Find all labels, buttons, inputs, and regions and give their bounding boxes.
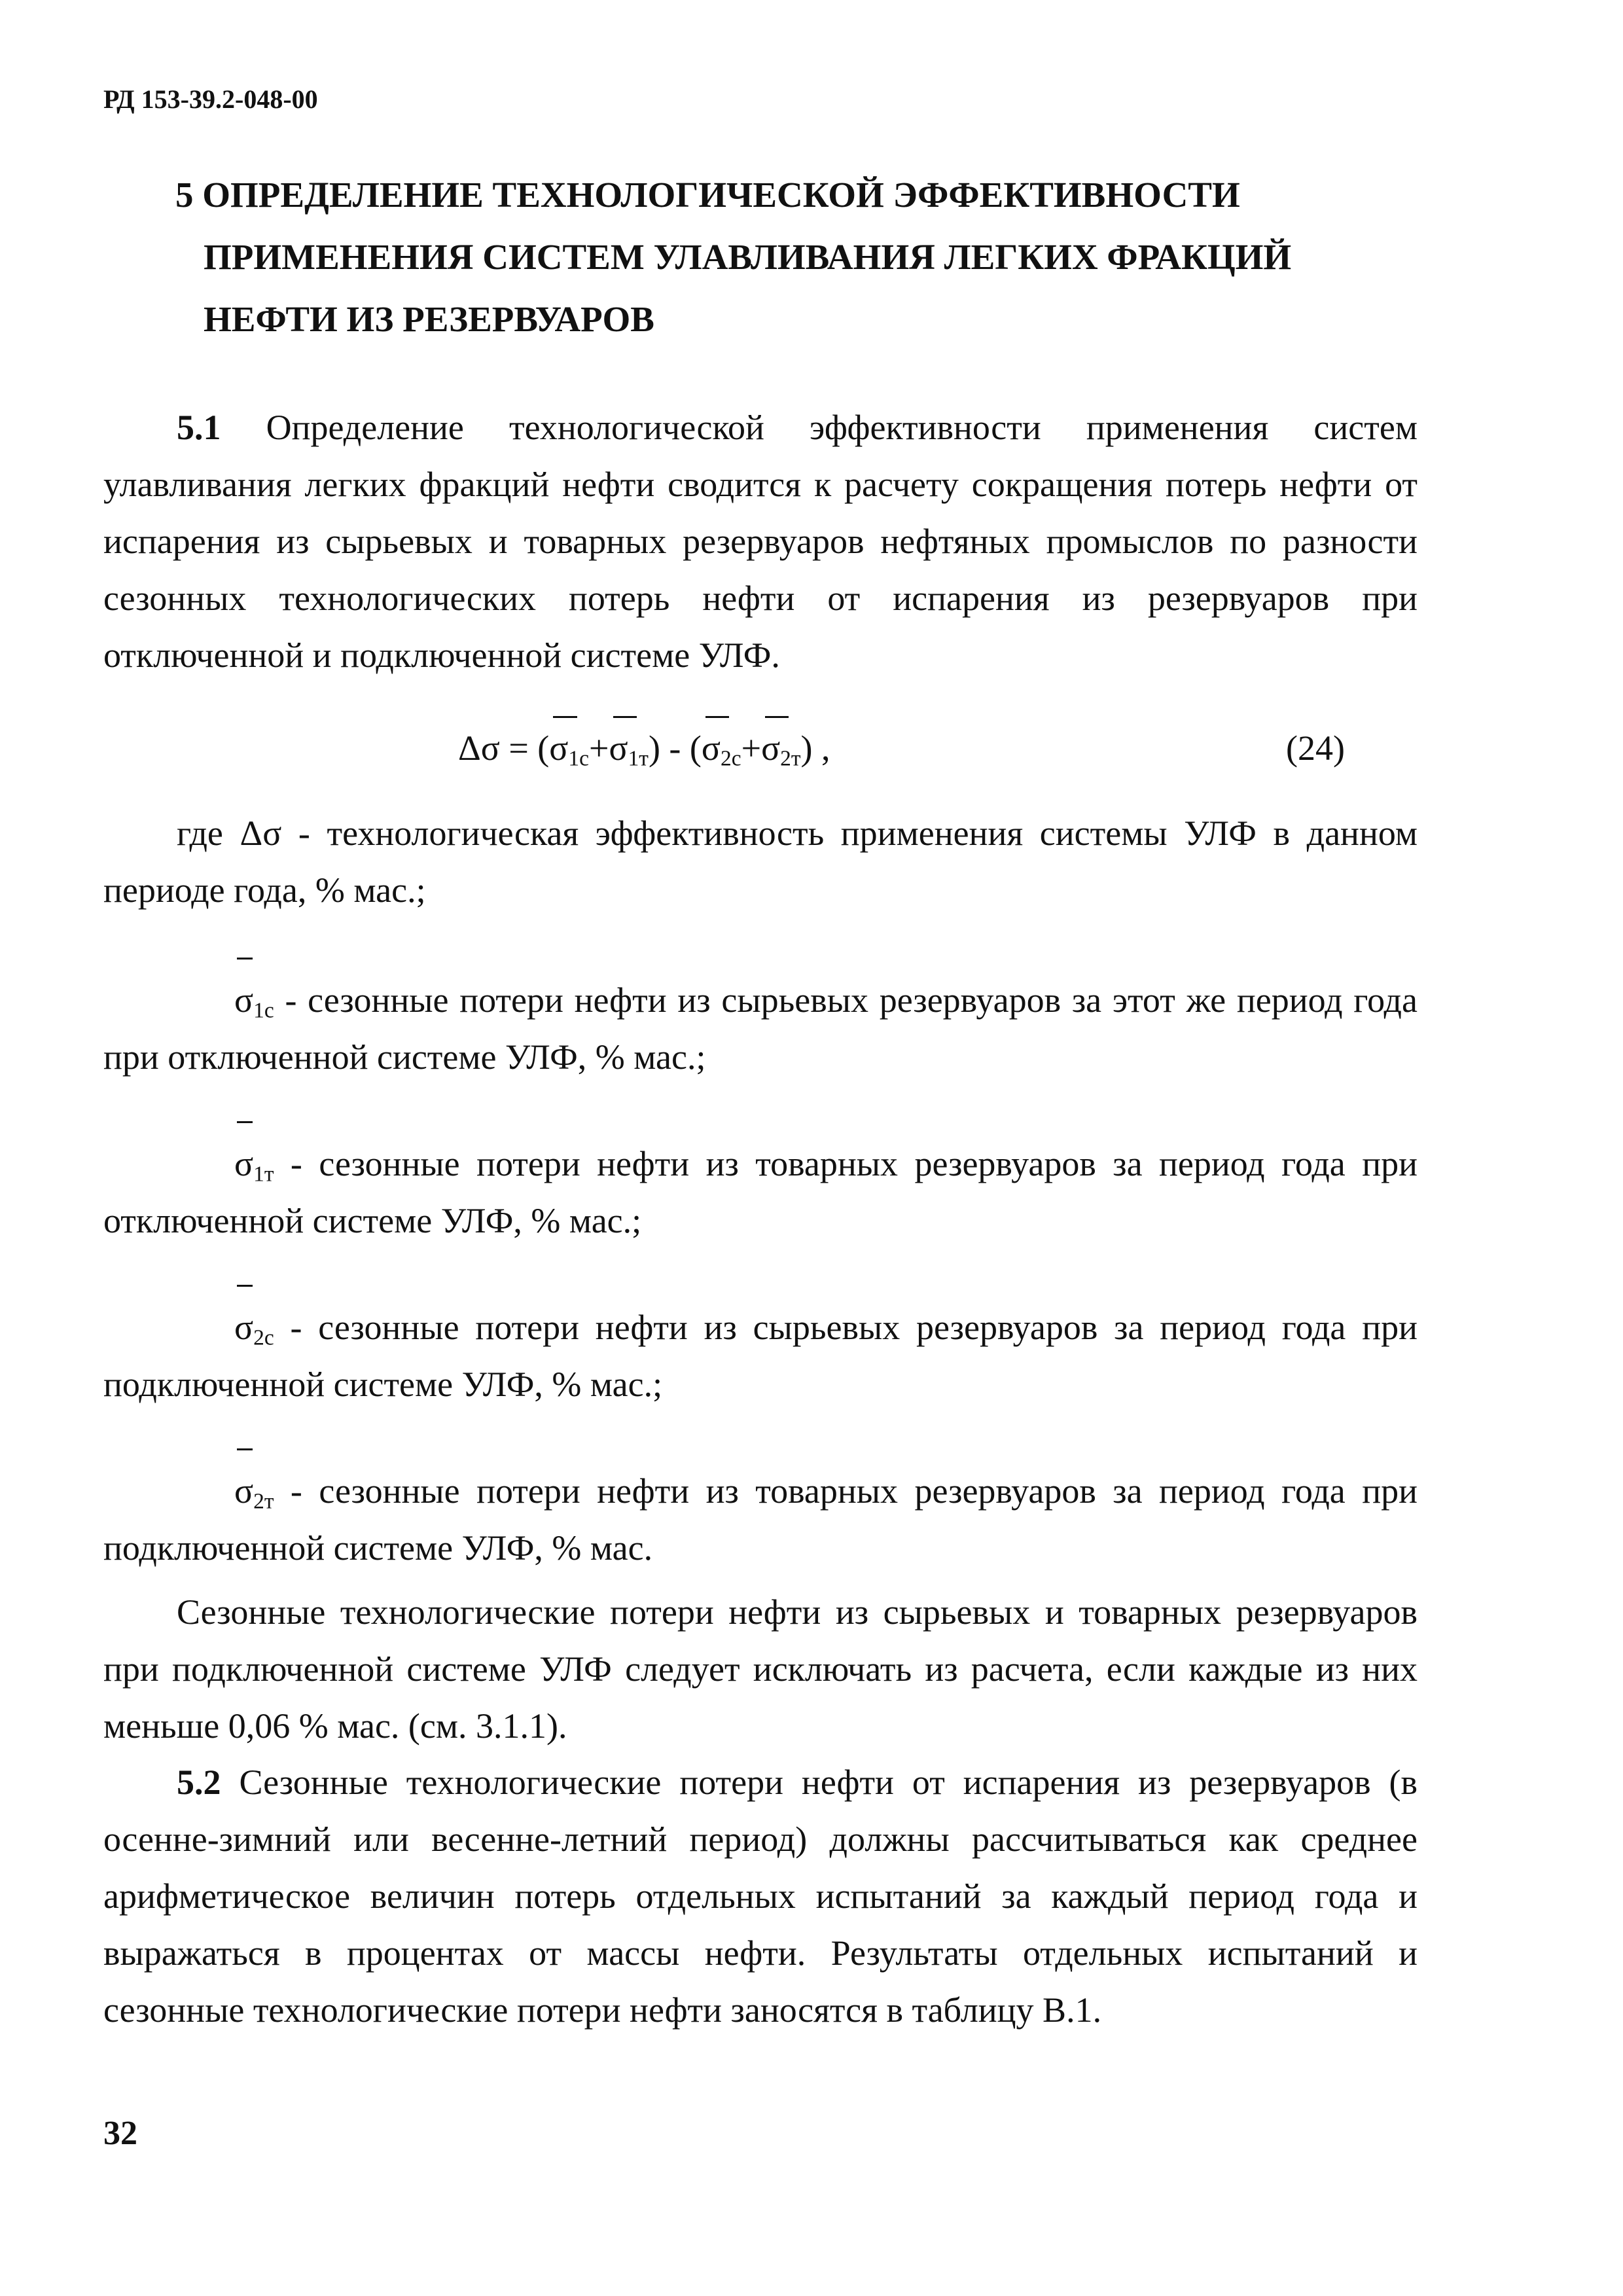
clause-number-5-2: 5.2 (177, 1763, 221, 1802)
definition-subscript: 1с (253, 998, 274, 1023)
definition-symbol (234, 1463, 274, 1520)
formula-sub-1c: 1с (568, 746, 589, 771)
sigma-2t-bar (761, 728, 801, 771)
sigma-1t-bar (609, 728, 649, 771)
exclusion-paragraph: Сезонные технологические потери нефти из сырьевых и товарных резервуаров при подключенной системе УЛФ следует исключать из расчета, если каждые из них меньше 0,06 % мас. (см. 3.1.1). (103, 1592, 1418, 1746)
formula-sub-2c: 2с (721, 746, 741, 771)
definition-sigma: σ (234, 1471, 254, 1511)
where-paragraph: где Δσ - технологическая эффективность применения системы УЛФ в данном периоде года, % мас.; (103, 814, 1418, 910)
formula-sigma: σ (549, 728, 569, 768)
equation-number: (24) (1286, 728, 1345, 768)
definition-sigma-1c (103, 972, 1418, 1086)
definition-sigma-2c (103, 1299, 1418, 1413)
formula-plus: + (741, 728, 762, 768)
formula-mid: ) - ( (648, 728, 702, 768)
paragraph-5-2-text: Сезонные технологические потери нефти от испарения из резервуаров (в осенне-зимний или весенне-летний период) должны рассчитываться как среднее арифметическое величин потерь отдельных испытаний за каждый период года и выражаться в процентах от массы нефти. Результаты отдельных испытаний и сезонные технологические потери нефти заносятся в таблицу В.1. (103, 1763, 1418, 2030)
definition-subscript: 2с (253, 1325, 274, 1350)
definition-symbol (234, 972, 274, 1029)
document-code: РД 153-39.2-048-00 (103, 84, 318, 114)
formula-sub-2t: 2т (780, 746, 801, 771)
definition-text: - сезонные потери нефти из сырьевых резервуаров за этот же период года при отключенной системе УЛФ, % мас.; (103, 980, 1418, 1077)
definition-sigma: σ (234, 1308, 254, 1347)
clause-number-5-1: 5.1 (177, 408, 221, 447)
page-number: 32 (103, 2115, 137, 2152)
paragraph-5-1-text: Определение технологической эффективности применения систем улавливания легких фракций нефти сводится к расчету сокращения потерь нефти от испарения из сырьевых и товарных резервуаров нефтяных промыслов по разности сезонных технологических потерь нефти от испарения из резервуаров при отключенной и подключенной системе УЛФ. (103, 408, 1418, 675)
formula-24 (458, 728, 830, 771)
definition-subscript: 1т (253, 1162, 274, 1187)
sigma-2c-bar (701, 728, 741, 771)
definition-symbol (234, 1299, 274, 1356)
formula-sigma: σ (609, 728, 628, 768)
formula-sub-1t: 1т (628, 746, 649, 771)
definition-sigma: σ (234, 980, 254, 1020)
section-heading-line-1: 5 ОПРЕДЕЛЕНИЕ ТЕХНОЛОГИЧЕСКОЙ ЭФФЕКТИВНОСТИ (175, 175, 1240, 215)
definition-symbol (234, 1136, 274, 1193)
paragraph-5-2 (103, 1754, 1418, 2039)
sigma-1c-bar (549, 728, 589, 771)
formula-sigma: σ (701, 728, 721, 768)
definition-sigma: σ (234, 1144, 254, 1183)
section-heading-line-2: ПРИМЕНЕНИЯ СИСТЕМ УЛАВЛИВАНИЯ ЛЕГКИХ ФРАКЦИЙ (204, 237, 1292, 277)
formula-end: ) , (800, 728, 830, 768)
definition-text: - сезонные потери нефти из товарных резервуаров за период года при отключенной системе УЛФ, % мас.; (103, 1144, 1418, 1240)
definition-sigma-1t (103, 1136, 1418, 1249)
definition-sigma-2t (103, 1463, 1418, 1577)
definition-subscript: 2т (253, 1489, 274, 1514)
formula-lhs: Δσ = ( (458, 728, 550, 768)
section-heading (175, 164, 1452, 350)
formula-sigma: σ (761, 728, 781, 768)
section-heading-line-3: НЕФТИ ИЗ РЕЗЕРВУАРОВ (204, 299, 654, 339)
definition-text: - сезонные потери нефти из товарных резервуаров за период года при подключенной системе УЛФ, % мас. (103, 1471, 1418, 1568)
formula-plus: + (588, 728, 609, 768)
paragraph-5-1 (103, 399, 1418, 684)
definition-text: - сезонные потери нефти из сырьевых резервуаров за период года при подключенной системе УЛФ, % мас.; (103, 1308, 1418, 1404)
